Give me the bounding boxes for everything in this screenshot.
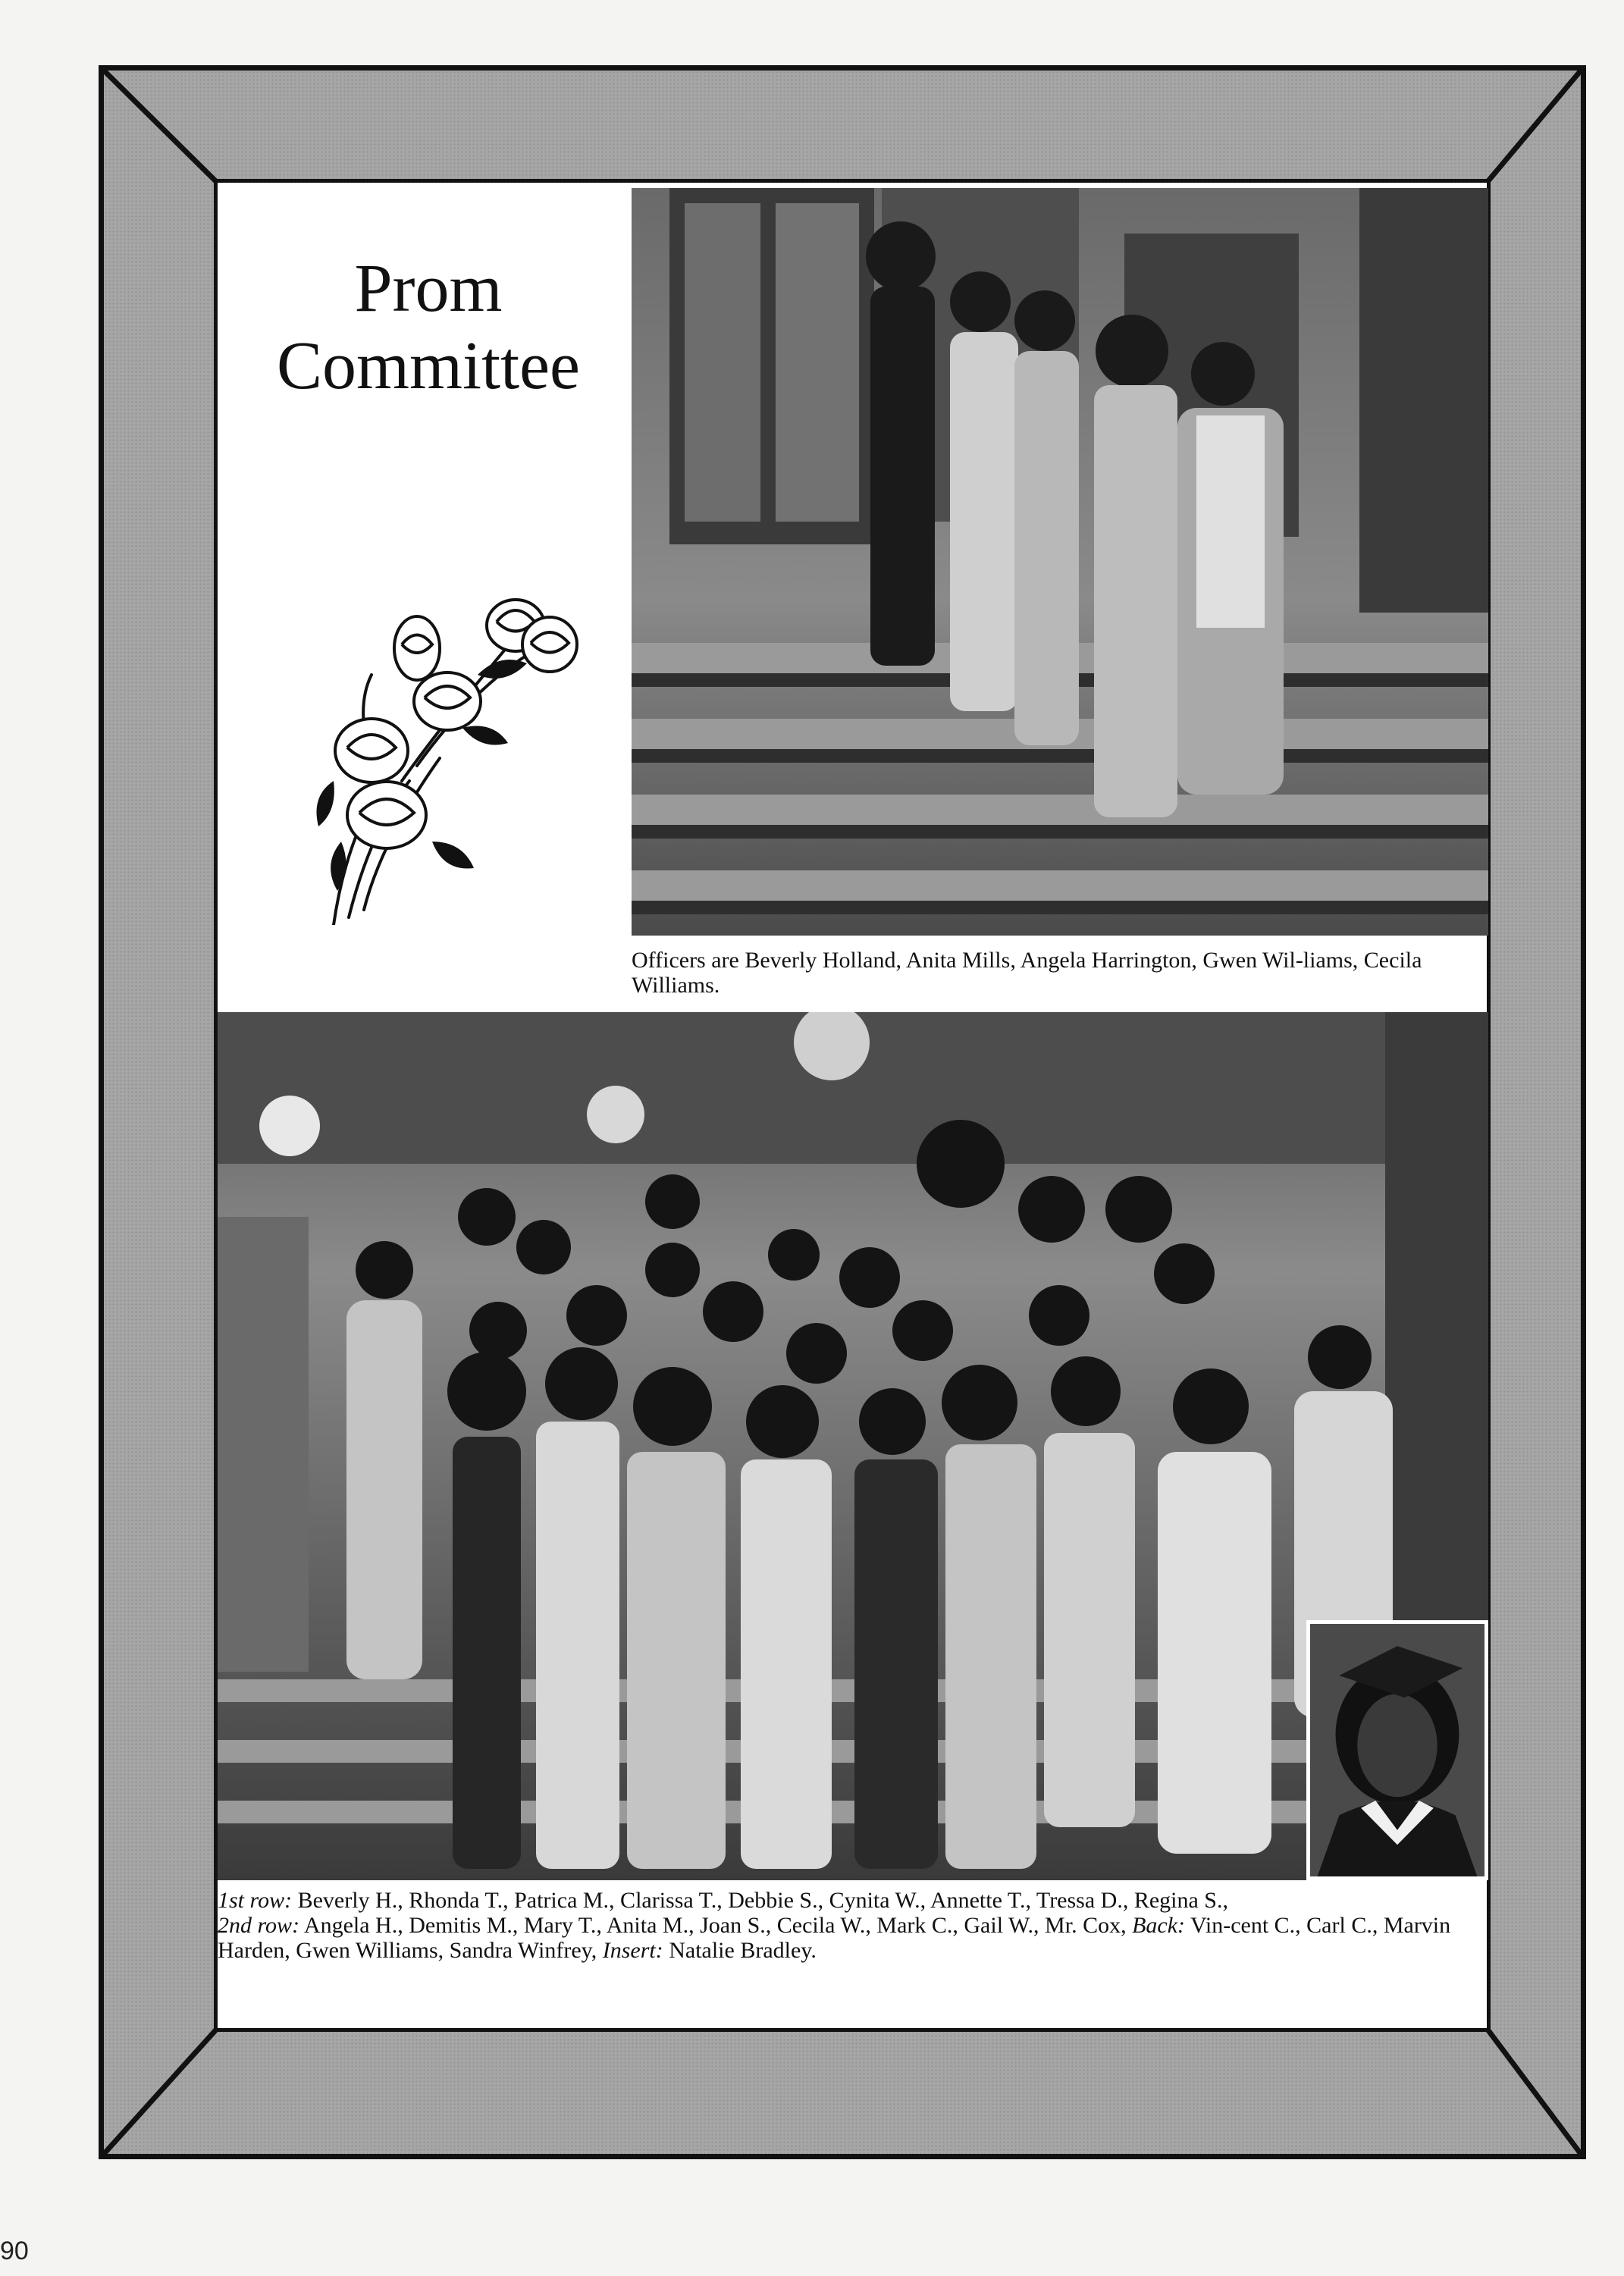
caption-insert-name: Natalie Bradley.: [663, 1938, 817, 1963]
caption-row1-label: 1st row:: [218, 1888, 293, 1913]
title-line-2: Committee: [277, 328, 580, 403]
group-photo: [218, 1012, 1488, 1880]
group-caption: [218, 1888, 1488, 1963]
page-title: [224, 250, 633, 405]
page-number: 90: [0, 2237, 29, 2265]
officers-caption: [632, 948, 1481, 998]
caption-back-names: Vin-cent C., Carl C., Marvin Harden, Gwen Williams, Sandra Winfrey,: [218, 1913, 1451, 1963]
caption-row2-label: 2nd row:: [218, 1913, 300, 1938]
insert-portrait-photo: [1306, 1620, 1488, 1880]
caption-insert-label: Insert:: [602, 1938, 663, 1963]
officers-photo: [632, 188, 1488, 936]
rose-bouquet-illustration: [288, 553, 584, 925]
caption-row1-names: Beverly H., Rhonda T., Patrica M., Clarissa T., Debbie S., Cynita W., Annette T., Tressa D., Regina S.,: [292, 1888, 1228, 1913]
group-caption-line-1: [218, 1888, 1488, 1913]
group-caption-line-2: [218, 1913, 1488, 1963]
caption-back-label: Back:: [1132, 1913, 1186, 1938]
caption-row2-names: Angela H., Demitis M., Mary T., Anita M., Joan S., Cecila W., Mark C., Gail W., Mr. Cox,: [299, 1913, 1127, 1938]
title-line-1: Prom: [354, 251, 503, 326]
officers-caption-text: Officers are Beverly Holland, Anita Mills, Angela Harrington, Gwen Wil-liams, Cecila Williams.: [632, 948, 1422, 998]
